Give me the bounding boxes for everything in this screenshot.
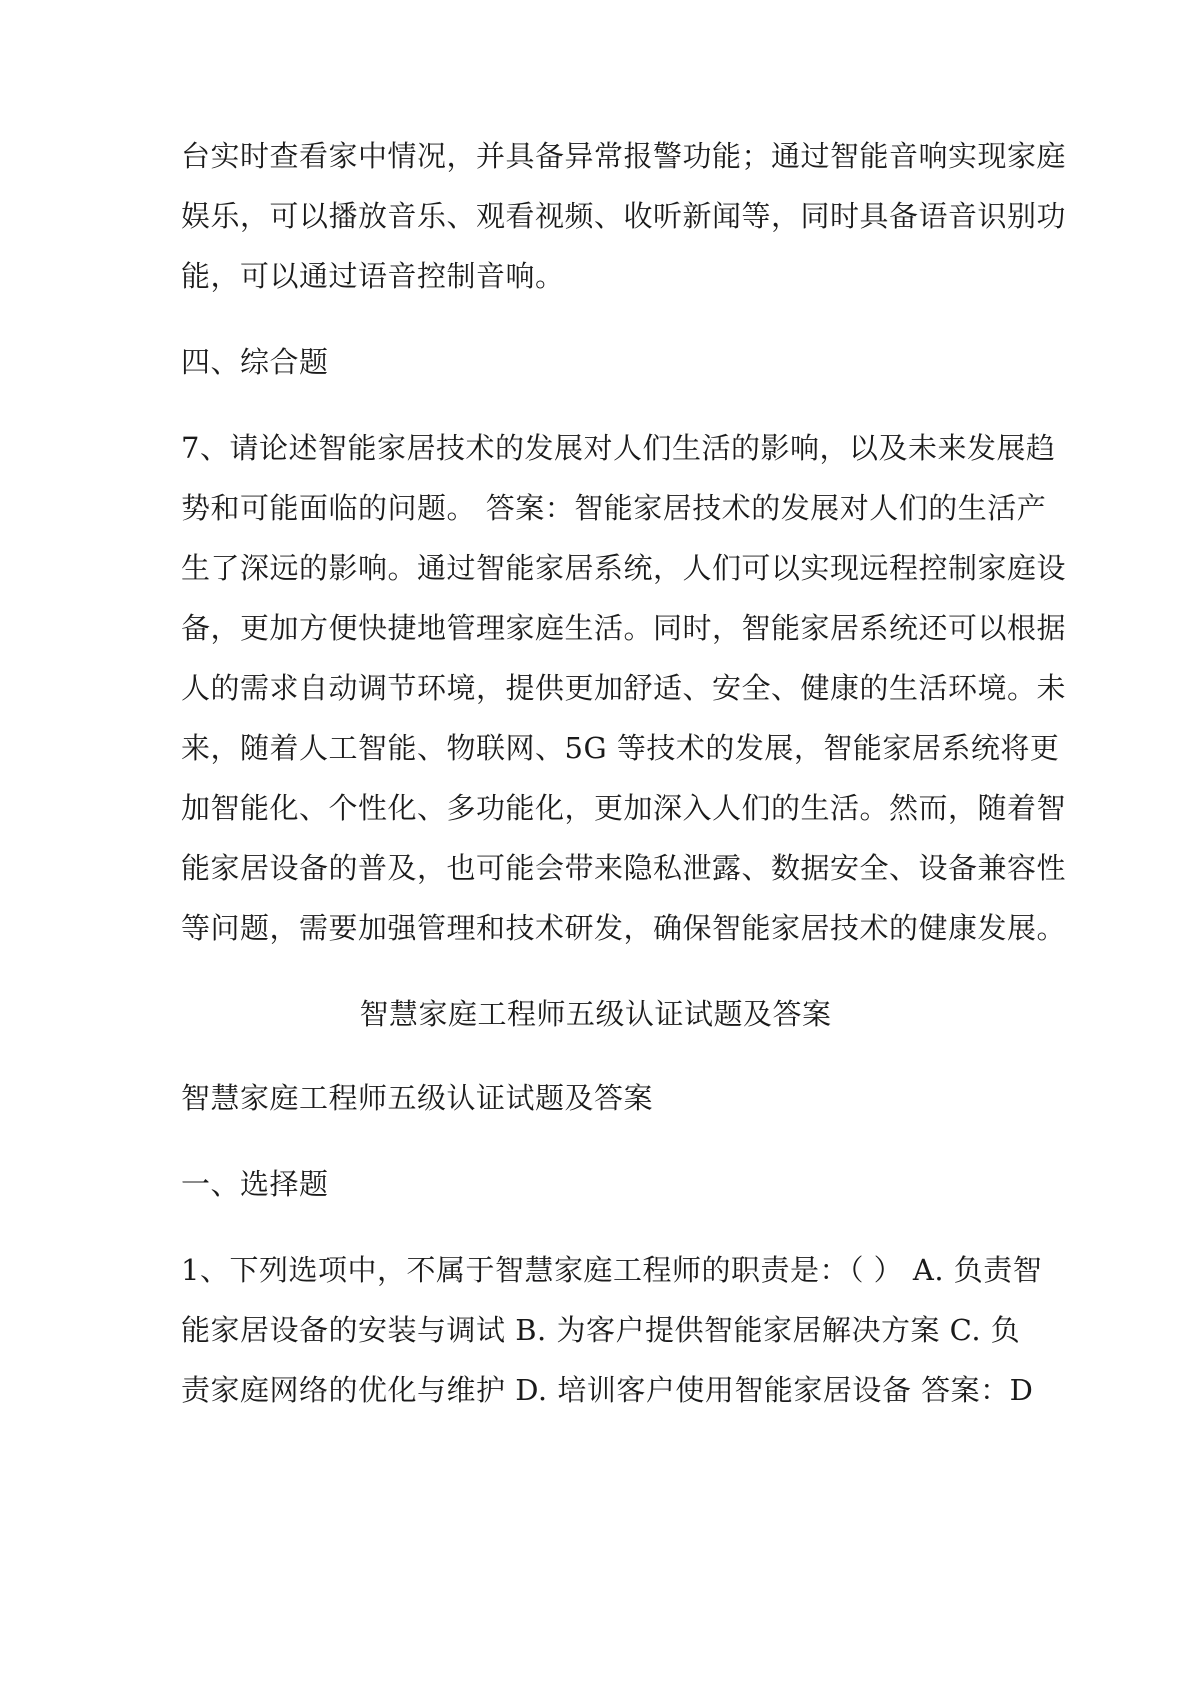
question-line: 1、下列选项中，不属于智慧家庭工程师的职责是：（ ） A. 负责智 <box>181 1253 1043 1287</box>
paragraph-line: 娱乐，可以播放音乐、观看视频、收听新闻等，同时具备语音识别功 <box>181 199 1067 233</box>
question-line: 责家庭网络的优化与维护 D. 培训客户使用智能家居设备 答案：D <box>181 1373 1034 1407</box>
question-line: 生了深远的影响。通过智能家居系统，人们可以实现远程控制家庭设 <box>181 551 1067 585</box>
question-line: 势和可能面临的问题。 答案：智能家居技术的发展对人们的生活产 <box>181 491 1047 525</box>
section-heading: 一、选择题 <box>181 1167 329 1201</box>
paragraph-line: 能，可以通过语音控制音响。 <box>181 259 565 293</box>
question-line: 加智能化、个性化、多功能化，更加深入人们的生活。然而，随着智 <box>181 791 1067 825</box>
paragraph-line: 台实时查看家中情况，并具备异常报警功能；通过智能音响实现家庭 <box>181 139 1067 173</box>
question-line: 7、请论述智能家居技术的发展对人们生活的影响，以及未来发展趋 <box>181 431 1056 465</box>
question-line: 来，随着人工智能、物联网、5G 等技术的发展，智能家居系统将更 <box>181 731 1060 765</box>
question-line: 备，更加方便快捷地管理家庭生活。同时，智能家居系统还可以根据 <box>181 611 1067 645</box>
section-heading: 四、综合题 <box>181 345 329 379</box>
document-subtitle: 智慧家庭工程师五级认证试题及答案 <box>181 1081 654 1115</box>
document-title: 智慧家庭工程师五级认证试题及答案 <box>359 997 832 1031</box>
question-line: 等问题，需要加强管理和技术研发，确保智能家居技术的健康发展。 <box>181 911 1067 945</box>
question-line: 人的需求自动调节环境，提供更加舒适、安全、健康的生活环境。未 <box>181 671 1067 705</box>
question-line: 能家居设备的普及，也可能会带来隐私泄露、数据安全、设备兼容性 <box>181 851 1067 885</box>
question-line: 能家居设备的安装与调试 B. 为客户提供智能家居解决方案 C. 负 <box>181 1313 1021 1347</box>
